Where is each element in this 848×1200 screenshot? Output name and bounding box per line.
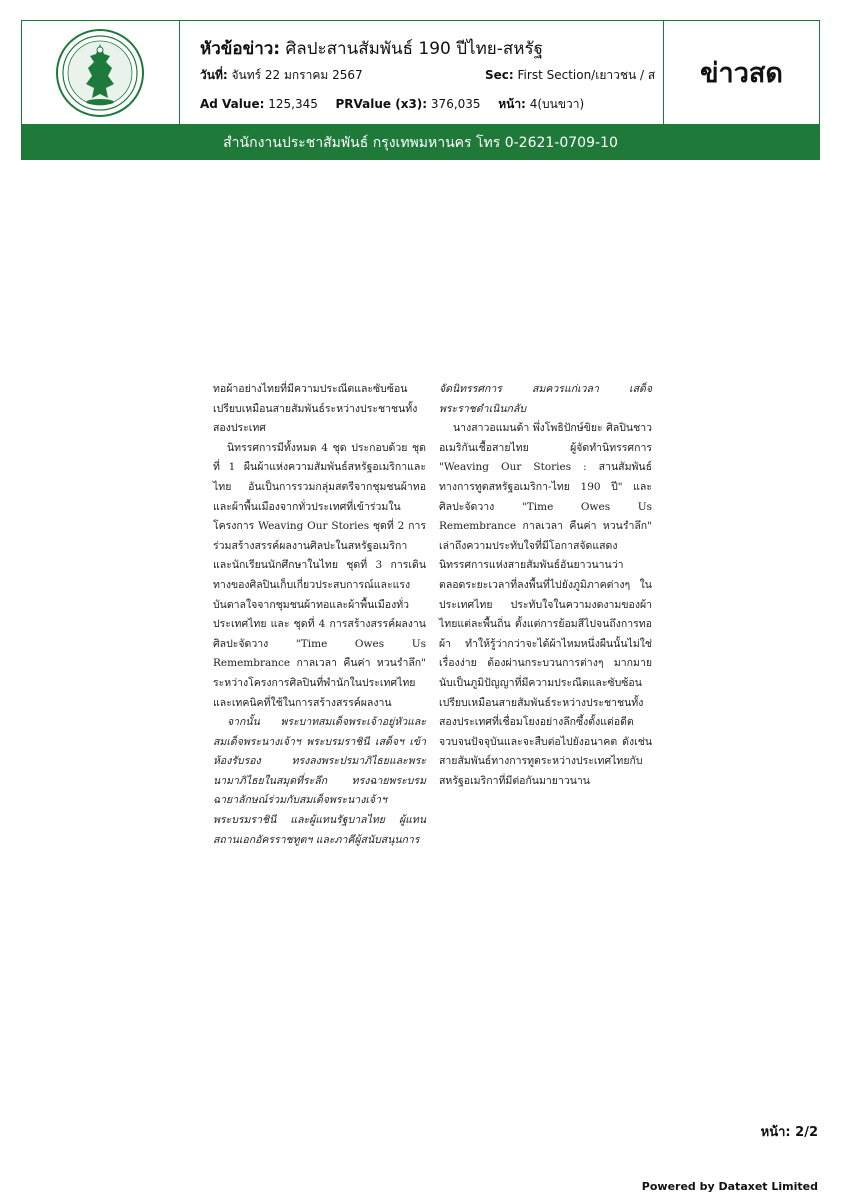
headline-label: หัวข้อข่าว: [200,39,281,59]
page-number [761,1121,818,1142]
section-label: Sec: [485,68,514,82]
headline-info [180,21,664,124]
ad-value: 125,345 [268,97,318,111]
article-column-right [439,380,652,791]
article-paragraph: ทอผ้าอย่างไทยที่มีความประณีตและซับซ้อน เปรียบเหมือนสายสัมพันธ์ระหว่างประชาชนทั้งสองประเทศ [213,383,418,435]
date-value: จันทร์ 22 มกราคม 2567 [231,68,363,82]
newspaper-cell [664,21,819,124]
page-number-value: 2/2 [795,1125,818,1140]
article-paragraph: นางสาวอแมนด้า พึ่งโพธิปักษ์ขิยะ ศิลปินชาวอเมริกันเชื้อสายไทย ผู้จัดทำนิทรรศการ "Weaving Our Stories : สานสัมพันธ์ทางการทูตสหรัฐอเมริกา-ไทย 190 ปี" และศิลปะจัดวาง "Time Owes Us Remembrance กาลเวลา คืนค่า หวนรำลึก" เล่าถึงความประทับใจที่มีโอกาสจัดแสดงนิทรรศการแห่งสายสัมพันธ์อันยาวนานว่า ตลอดระยะเวลาที่ลงพื้นที่ไปยังภูมิภาคต่างๆ ในประเทศไทย ประทับใจในความงดงามของผ้าไทยแต่ละพื้นถิ่น ตั้งแต่การย้อมสีไปจนถึงการทอผ้า ทำให้รู้ว่ากว่าจะได้ผ้าไหมหนึ่งผืนนั้นไม่ใช่เรื่องง่าย ต้องผ่านกระบวนการต่างๆ มากมาย นับเป็นภูมิปัญญาที่มีความประณีตและซับซ้อน เปรียบเหมือนสายสัมพันธ์ระหว่างประชาชนทั้งสองประเทศที่เชื่อมโยงอย่างลึกซึ้งตั้งแต่อดีตจวบจนปัจจุบันและจะสืบต่อไปยังอนาคต ดังเช่นสายสัมพันธ์ทางการทูตระหว่างประเทศไทยกับสหรัฐอเมริกาที่มีต่อกันมายาวนาน [439,422,652,787]
bangkok-seal-icon [54,28,146,118]
ad-value-label: Ad Value: [200,97,265,111]
article-column-left [213,380,426,850]
date-row [200,66,363,85]
headline-row [200,35,543,62]
powered-by: Powered by Dataxet Limited [641,1180,818,1193]
clipping-header [21,20,820,125]
article-paragraph: จากนั้น พระบาทสมเด็จพระเจ้าอยู่หัวและสมเด็จพระนางเจ้าฯ พระบรมราชินี เสด็จฯ เข้าห้องรับรอง ทรงลงพระปรมาภิไธยและพระนามาภิไธยในสมุดที่ระลึก ทรงฉายพระบรมฉายาลักษณ์ร่วมกับสมเด็จพระนางเจ้าฯ พระบรมราชินี และผู้แทนรัฐบาลไทย ผู้แทนสถานเอกอัครราชทูตฯ และภาคีผู้สนับสนุนการ [213,716,426,846]
page-number-label: หน้า: [760,1125,791,1140]
article-paragraph: จัดนิทรรศการ สมควรแก่เวลา เสด็จพระราชดำเนินกลับ [439,383,652,415]
headline-text: ศิลปะสานสัมพันธ์ 190 ปีไทย-สหรัฐ [285,39,543,59]
section-value: First Section/เยาวชน / ส [517,68,656,82]
pr-value-label: PRValue (x3): [335,97,428,111]
logo-cell [22,21,180,124]
pr-value: 376,035 [430,97,481,111]
newspaper-name: ข่าวสด [700,58,783,89]
page-value: 4(บนขวา) [529,97,585,111]
value-row [200,95,584,114]
date-label: วันที่: [200,68,228,82]
article-paragraph: นิทรรศการมีทั้งหมด 4 ชุด ประกอบด้วย ชุดที่ 1 ผืนผ้าแห่งความสัมพันธ์สหรัฐอเมริกาและไทย อันเป็นการรวมกลุ่มสตรีจากชุมชนผ้าทอและผ้าพื้นเมืองจากทั่วประเทศที่เข้าร่วมในโครงการ Weaving Our Stories ชุดที่ 2 การร่วมสร้างสรรค์ผลงานศิลปะในสหรัฐอเมริกาและนักเรียนนักศึกษาในไทย ชุดที่ 3 การเดินทางของศิลปินเก็บเกี่ยวประสบการณ์และแรงบันดาลใจจากชุมชนผ้าทอและผ้าพื้นเมืองทั่วประเทศไทย และ ชุดที่ 4 การสร้างสรรค์ผลงานศิลปะจัดวาง "Time Owes Us Remembrance กาลเวลา คืนค่า หวนรำลึก" ระหว่างโครงการศิลปินที่พำนักในประเทศไทยและเทคนิคที่ใช้ในการสร้างสรรค์ผลงาน [213,441,426,709]
section-row [485,66,655,85]
contact-banner: สำนักงานประชาสัมพันธ์ กรุงเทพมหานคร โทร 0-2621-0709-10 [21,125,820,160]
page-label: หน้า: [498,97,526,111]
